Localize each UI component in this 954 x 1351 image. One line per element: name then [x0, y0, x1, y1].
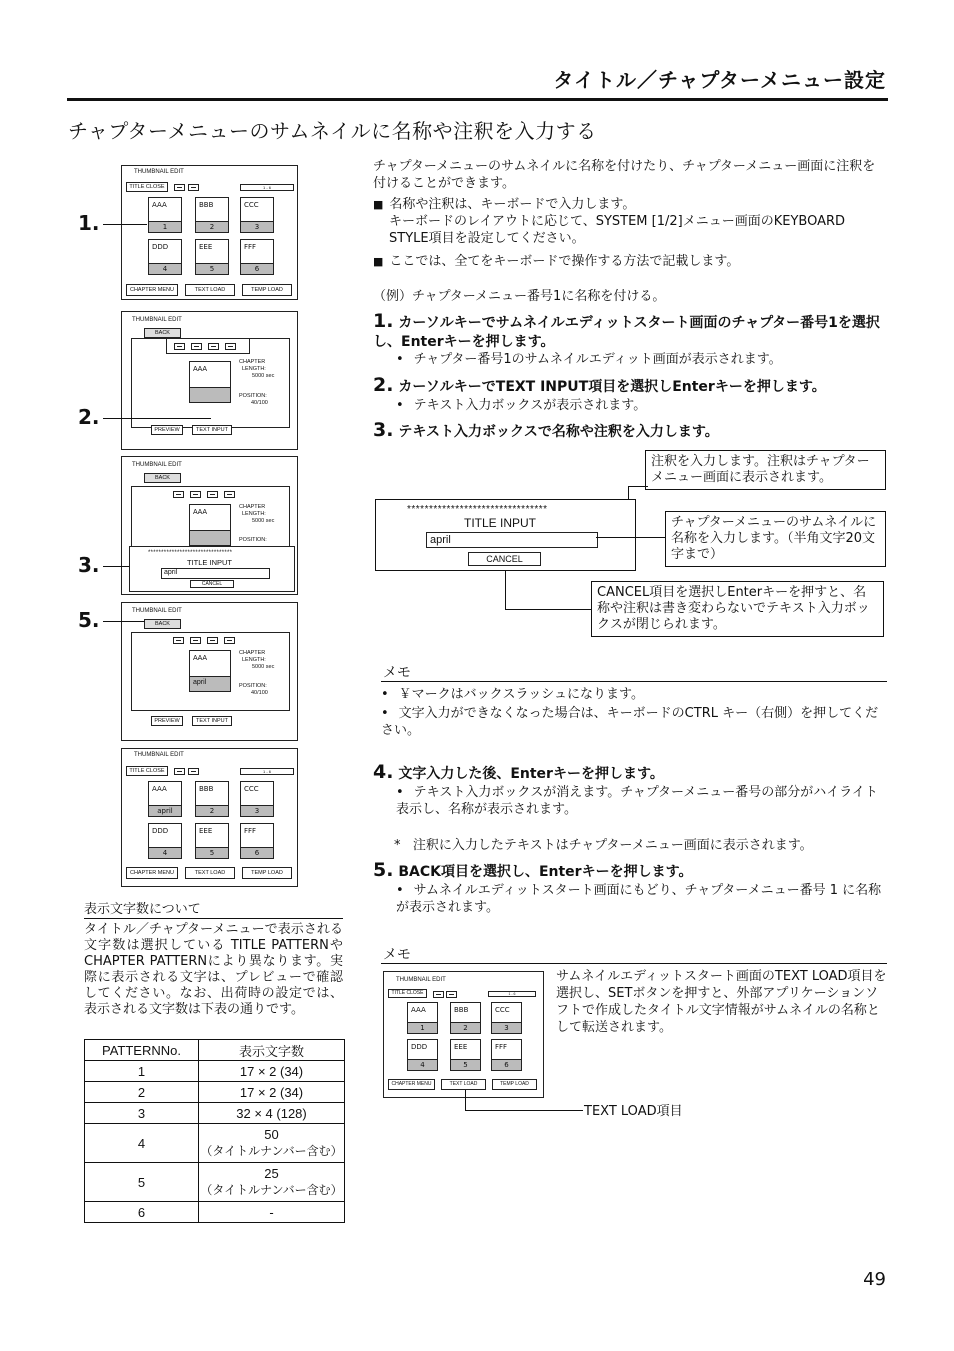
intro-bullet: ■ ここでは、全てをキーボードで操作する方法で記載します。: [373, 253, 887, 270]
pattern-table: [84, 1039, 345, 1223]
chapter-cell[interactable]: AAA 1: [148, 197, 182, 233]
thumbnail-preview: AAA april: [189, 650, 231, 692]
table-row: 2 17 × 2 (34): [85, 1082, 345, 1103]
temp-load-button[interactable]: TEMP LOAD: [492, 1079, 537, 1090]
screen-title: THUMBNAIL EDIT: [396, 977, 446, 983]
table-row: 1 17 × 2 (34): [85, 1061, 345, 1082]
step-4-bullet: • テキスト入力ボックスが消えます。チャプターメニュー番号の部分がハイライト表示し、名称が表示されます。: [396, 784, 887, 818]
connector: [628, 486, 648, 487]
table-header: 表示文字数: [199, 1040, 345, 1061]
chapter-cell[interactable]: CCC 3: [240, 781, 274, 817]
chapter-cell[interactable]: DDD 4: [407, 1039, 438, 1071]
connector: [465, 1090, 466, 1110]
intro-bullet-body: キーボードのレイアウトに応じて、SYSTEM [1/2]メニュー画面のKEYBOARD STYLE項目を設定してください。: [389, 214, 846, 246]
callout-line: [103, 566, 129, 567]
callout-name: チャプターメニューのサムネイルに名称を入力します。（半角文字20文字まで）: [665, 511, 886, 567]
connector: [596, 537, 666, 538]
memo2-text: サムネイルエディットスタート画面のTEXT LOAD項目を選択し、SETボタンを押すと、外部アプリケーションソフトで作成したタイトル文字情報がサムネイルの名称として転送されます。: [556, 969, 887, 1035]
temp-load-button[interactable]: TEMP LOAD: [242, 867, 292, 879]
step-2: 2. カーソルキーでTEXT INPUT項目を選択しEnterキーを押します。: [373, 374, 826, 396]
connector: [505, 609, 592, 610]
thumbnail-preview: AAA: [189, 361, 231, 403]
memo-item: • 文字入力ができなくなった場合は、キーボードのCTRL キー（右側）を押してください。: [381, 705, 887, 739]
callout-annotation: 注釈を入力します。注釈はチャプターメニュー画面に表示されます。: [645, 450, 886, 490]
chapter-cell[interactable]: EEE 5: [195, 823, 229, 859]
text-input-button[interactable]: TEXT INPUT: [192, 716, 232, 726]
title-input-dialog: ******************************** TITLE INPUT april CANCEL: [129, 546, 295, 592]
next-icon[interactable]: [188, 184, 199, 191]
screen-title: THUMBNAIL EDIT: [132, 462, 182, 468]
table-row: 4 50 （タイトルナンバー含む）: [85, 1124, 345, 1163]
chapter-cell[interactable]: FFF 6: [491, 1039, 522, 1071]
chapter-cell[interactable]: CCC 3: [240, 197, 274, 233]
back-button[interactable]: BACK: [144, 328, 181, 338]
text-load-label: TEXT LOAD項目: [584, 1104, 683, 1119]
chapter-cell[interactable]: CCC 3: [491, 1002, 522, 1034]
callout-number: 3.: [78, 553, 100, 577]
page-indicator: 1 - 6: [488, 991, 536, 997]
section-title: チャプターメニューのサムネイルに名称や注釈を入力する: [68, 119, 597, 143]
title-input-diagram: ******************************** TITLE INPUT april CANCEL: [375, 499, 636, 571]
callout-line: [103, 418, 211, 419]
chapter-cell[interactable]: FFF 6: [240, 823, 274, 859]
screen-thumbnail-start: [121, 165, 298, 300]
callout-line: [103, 621, 145, 622]
chapter-cell[interactable]: BBB 2: [450, 1002, 481, 1034]
table-header: PATTERNNo.: [85, 1040, 199, 1061]
page-indicator: 1 - 6: [240, 184, 294, 191]
chapter-menu-button[interactable]: CHAPTER MENU: [126, 284, 178, 296]
connector: [628, 486, 629, 500]
memo-rule: [381, 963, 887, 964]
screen-title: THUMBNAIL EDIT: [132, 317, 182, 323]
screen-title: THUMBNAIL EDIT: [132, 608, 182, 614]
header-rule: [67, 98, 888, 101]
edit-panel: AAA CHAPTER LENGTH: 5000 sec POSITION:: [131, 486, 290, 572]
step-5-bullet: • サムネイルエディットスタート画面にもどり、チャプターメニュー番号 1 に名称が表示されます。: [396, 882, 887, 916]
chapter-cell[interactable]: FFF 6: [240, 239, 274, 275]
chapter-cell[interactable]: EEE 5: [195, 239, 229, 275]
chapter-cell[interactable]: EEE 5: [450, 1039, 481, 1071]
page-indicator: 1 - 6: [240, 768, 294, 775]
screen-edit-input: [121, 456, 298, 595]
screen-title: THUMBNAIL EDIT: [134, 169, 184, 175]
callout-number: 1.: [78, 211, 100, 235]
table-row: 5 25 （タイトルナンバー含む）: [85, 1163, 345, 1202]
callout-cancel: CANCEL項目を選択しEnterキーを押すと、名称や注釈は書き変わらないでテキスト入力ボックスが閉じられます。: [591, 581, 884, 637]
memo-rule: [381, 681, 887, 682]
step-2-bullet: • テキスト入力ボックスが表示されます。: [396, 397, 646, 414]
edit-panel: AAA april CHAPTER LENGTH: 5000 sec POSITION: 40/100: [131, 632, 290, 711]
title-text-field[interactable]: april: [161, 568, 270, 579]
edit-panel: AAA CHAPTER LENGTH: 5000 sec POSITION: 40/100: [131, 338, 290, 428]
chapter-cell[interactable]: DDD 4: [148, 823, 182, 859]
title-close-button[interactable]: TITLE CLOSE: [388, 989, 427, 998]
title-text-field[interactable]: april: [426, 532, 598, 548]
chapter-cell[interactable]: BBB 2: [195, 781, 229, 817]
memo-heading: メモ: [383, 665, 411, 681]
chapter-heading: タイトル／チャプターメニュー設定: [553, 68, 886, 92]
step-3: 3. テキスト入力ボックスで名称や注釈を入力します。: [373, 419, 719, 441]
text-load-button[interactable]: TEXT LOAD: [441, 1079, 486, 1090]
step-4: 4. 文字入力した後、Enterキーを押します。: [373, 761, 664, 783]
intro-paragraph: チャプターメニューのサムネイルに名称を付けたり、チャプターメニュー画面に注釈を付けることができます。: [373, 159, 876, 191]
step-1: 1. カーソルキーでサムネイルエディットスタート画面のチャプター番号1を選択し、Enterキーを押します。: [373, 310, 880, 350]
connector: [465, 1110, 583, 1111]
back-button[interactable]: BACK: [144, 619, 181, 629]
char-count-heading: 表示文字数について: [84, 902, 201, 917]
example-line: （例）チャプターメニュー番号1に名称を付ける。: [373, 289, 666, 304]
callout-number: 5.: [78, 608, 100, 632]
table-row: 6 -: [85, 1202, 345, 1223]
memo-item: • ￥マークはバックスラッシュになります。: [381, 686, 644, 703]
intro-bullet: ■ 名称や注釈は、キーボードで入力します。: [373, 196, 887, 213]
step-4-note: * 注釈に入力したテキストはチャプターメニュー画面に表示されます。: [394, 838, 813, 853]
text-load-button[interactable]: TEXT LOAD: [185, 284, 235, 296]
chapter-menu-button[interactable]: CHAPTER MENU: [126, 867, 178, 879]
screen-thumbnail-result: [121, 748, 298, 887]
chapter-menu-button[interactable]: CHAPTER MENU: [388, 1079, 435, 1090]
char-count-body: タイトル／チャプターメニューで表示される文字数は選択している TITLE PATTERNやCHAPTER PATTERNにより異なります。実際に表示される文字は、プレビューで確認してください。なお、出荷時の設定では、表示される文字数は下表の通りです。: [84, 922, 343, 1017]
memo-heading: メモ: [383, 947, 411, 963]
screen-thumbnail-small: [383, 971, 544, 1098]
callout-line: [103, 224, 147, 225]
page-number: 49: [863, 1269, 886, 1290]
callout-number: 2.: [78, 405, 100, 429]
temp-load-button[interactable]: TEMP LOAD: [242, 284, 292, 296]
cancel-button[interactable]: CANCEL: [468, 552, 541, 566]
preview-button[interactable]: PREVIEW: [151, 716, 183, 726]
screen-title: THUMBNAIL EDIT: [134, 752, 184, 758]
screen-edit-1: [121, 311, 298, 450]
preview-button[interactable]: PREVIEW: [151, 425, 183, 435]
screen-edit-2: [121, 602, 298, 741]
chapter-cell[interactable]: AAA 1: [407, 1002, 438, 1034]
title-close-button[interactable]: TITLE CLOSE: [126, 182, 168, 192]
chapter-cell[interactable]: DDD 4: [148, 239, 182, 275]
chapter-cell[interactable]: AAA april: [148, 781, 182, 817]
back-button[interactable]: BACK: [144, 473, 181, 483]
connector: [505, 570, 506, 609]
thumbnail-preview: AAA: [189, 504, 231, 546]
prev-icon[interactable]: [174, 184, 185, 191]
text-input-button[interactable]: TEXT INPUT: [192, 425, 232, 435]
text-load-button[interactable]: TEXT LOAD: [185, 867, 235, 879]
title-close-button[interactable]: TITLE CLOSE: [126, 766, 168, 776]
step-5: 5. BACK項目を選択し、Enterキーを押します。: [373, 859, 693, 881]
table-row: 3 32 × 4 (128): [85, 1103, 345, 1124]
step-1-bullet: • チャプター番号1のサムネイルエディット画面が表示されます。: [396, 351, 782, 368]
heading-rule: [84, 918, 343, 919]
nav-icon-group: [166, 338, 250, 354]
cancel-button[interactable]: CANCEL: [190, 580, 234, 588]
chapter-cell[interactable]: BBB 2: [195, 197, 229, 233]
